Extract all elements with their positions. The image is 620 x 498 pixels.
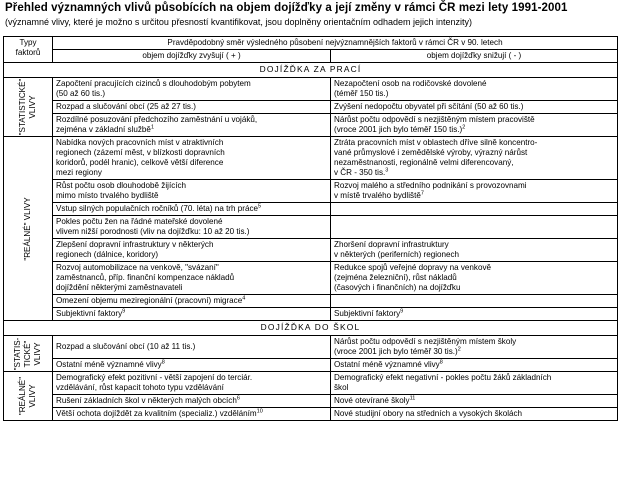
page-title: Přehled významných vlivů působících na objem dojížďky a její změny v rámci ČR mezi lety 1991-2001	[5, 2, 568, 14]
decrease-cell: Rozvoj malého a středního podnikání s provozovnami v místě trvalého bydliště$^7$	[331, 180, 618, 203]
decrease-cell: Zhoršení dopravní infrastruktury v některých (periferních) regionech	[331, 239, 618, 262]
increase-cell: Omezení objemu meziregionální (pracovní) migrace$^4$	[53, 295, 331, 308]
decrease-cell	[331, 203, 618, 216]
table-row	[4, 372, 618, 395]
group-work-statistical	[4, 78, 53, 137]
increase-cell: Vstup silných populačních ročníků (70. léta) na trh práce$^5$	[53, 203, 331, 216]
group-label: "STATIS- TICKÉ" VLIVY	[13, 337, 42, 370]
group-school-real	[4, 372, 53, 421]
decrease-cell: Demografický efekt negativní - pokles počtu žáků základních škol	[331, 372, 618, 395]
increase-cell: Větší ochota dojíždět za kvalitním (specializ.) vzděláním$^{10}$	[53, 408, 331, 421]
decrease-cell: Subjektivní faktory$^9$	[331, 308, 618, 321]
group-label: "REÁLNÉ" VLIVY	[23, 196, 32, 261]
table-row	[4, 78, 618, 101]
table-row	[4, 359, 618, 372]
table-row	[4, 408, 618, 421]
increase-cell: Zlepšení dopravní infrastruktury v některých regionech (dálnice, koridory)	[53, 239, 331, 262]
decrease-cell: Nové otevírané školy$^{11}$	[331, 395, 618, 408]
table-row	[4, 216, 618, 239]
page-subtitle: (významné vlivy, které je možno s určitou přesností kvantifikovat, jsou doplněny orientačním odhadem jejich intenzity)	[5, 17, 473, 27]
table-row	[4, 203, 618, 216]
increase-cell: Rozdílné posuzování předchozího zaměstnání u vojáků, zejména v základní službě$^1$	[53, 114, 331, 137]
group-work-real	[4, 137, 53, 321]
increase-cell: Ostatní méně významné vlivy$^8$	[53, 359, 331, 372]
group-label: "REÁLNÉ" VLIVY	[18, 376, 37, 416]
increase-cell: Rozpad a slučování obcí (25 až 27 tis.)	[53, 101, 331, 114]
decrease-cell	[331, 295, 618, 308]
section-row	[4, 321, 618, 336]
group-school-statistical	[4, 336, 53, 372]
increase-cell: Rušení základních škol v některých malých obcích$^6$	[53, 395, 331, 408]
header-row	[4, 37, 618, 50]
group-label: "STATISTICKÉ" VLIVY	[18, 78, 37, 136]
increase-header: objem dojížďky zvyšují ( + )	[53, 50, 331, 63]
direction-header: Pravděpodobný směr výsledného působení nejvýznamnějších faktorů v rámci ČR v 90. letech	[53, 37, 618, 50]
table-row	[4, 101, 618, 114]
increase-cell: Demografický efekt pozitivní - větší zapojení do terciár. vzdělávání, růst kapacit tohoto typu vzdělávání	[53, 372, 331, 395]
increase-cell: Pokles počtu žen na řádné mateřské dovolené vlivem nižší porodnosti (vliv na dojížďku: 10 až 20 tis.)	[53, 216, 331, 239]
table-row	[4, 295, 618, 308]
decrease-cell: Nárůst počtu odpovědí s nezjištěným místem pracoviště (vroce 2001 jich bylo téměř 150 tis.)$^2$	[331, 114, 618, 137]
factors-table	[3, 36, 618, 421]
increase-cell: Rozvoj automobilizace na venkově, "svázaní" zaměstnanců, příp. finanční kompenzace nákladů dojíždění některými zaměstnavateli	[53, 262, 331, 295]
subheader-row	[4, 50, 618, 63]
increase-cell: Započtení pracujících cizinců s dlouhodobým pobytem (50 až 60 tis.)	[53, 78, 331, 101]
table-row	[4, 308, 618, 321]
increase-cell: Růst počtu osob dlouhodobě žijících mimo místo trvalého bydliště	[53, 180, 331, 203]
section-row	[4, 63, 618, 78]
table-row	[4, 180, 618, 203]
section-school: DOJÍŽĎKA DO ŠKOL	[4, 321, 618, 336]
table-row	[4, 262, 618, 295]
decrease-cell: Ostatní méně významné vlivy$^8$	[331, 359, 618, 372]
section-work: DOJÍŽĎKA ZA PRACÍ	[4, 63, 618, 78]
decrease-cell: Zvýšení nedopočtu obyvatel při sčítání (50 až 60 tis.)	[331, 101, 618, 114]
decrease-cell: Redukce spojů veřejné dopravy na venkově (zejména železniční), růst nákladů (časových i finančních) na dojížďku	[331, 262, 618, 295]
types-header: Typy faktorů	[4, 37, 53, 63]
decrease-cell	[331, 216, 618, 239]
increase-cell: Rozpad a slučování obcí (10 až 11 tis.)	[53, 336, 331, 359]
table-row	[4, 239, 618, 262]
increase-cell: Nabídka nových pracovních míst v atraktivních regionech (zázemí měst, v blízkosti dopravních koridorů, podél hranic), celkově větší diference mezi regiony	[53, 137, 331, 180]
decrease-cell: Nárůst počtu odpovědí s nezjištěným místem školy (vroce 2001 jich bylo téměř 30 tis.)$^2$	[331, 336, 618, 359]
decrease-header: objem dojížďky snižují ( - )	[331, 50, 618, 63]
decrease-cell: Nové studijní obory na středních a vysokých školách	[331, 408, 618, 421]
decrease-cell: Ztráta pracovních míst v oblastech dříve silně koncentro- vané průmyslové i zemědělské výroby, výrazný nárůst nezaměstnanosti, regionálně velmi diferencovaný, v ČR - 350 tis.$^3$	[331, 137, 618, 180]
increase-cell: Subjektivní faktory$^9$	[53, 308, 331, 321]
table-row	[4, 137, 618, 180]
table-row	[4, 114, 618, 137]
table-row	[4, 395, 618, 408]
table-row	[4, 336, 618, 359]
decrease-cell: Nezapočtení osob na rodičovské dovolené (téměř 150 tis.)	[331, 78, 618, 101]
